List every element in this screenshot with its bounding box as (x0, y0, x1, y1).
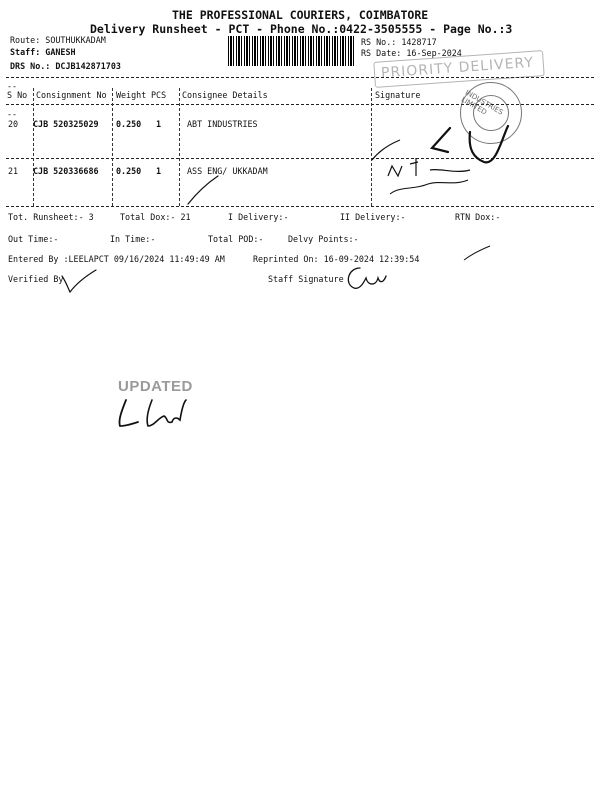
reprinted-on: Reprinted On: 16-09-2024 12:39:54 (253, 254, 420, 264)
leading-marks: -- (7, 109, 18, 119)
tick-mark-icon (184, 172, 224, 208)
ii-delivery: II Delivery:- (340, 212, 406, 222)
seal-text: INDUSTRIES LIMITED (459, 88, 505, 117)
row-weight: 0.250 (116, 119, 142, 129)
row-sno: 21 (8, 166, 19, 176)
staff-signature-label: Staff Signature (268, 274, 344, 284)
i-delivery: I Delivery:- (228, 212, 289, 222)
col-header-consignee: Consignee Details (182, 90, 268, 100)
col-divider (112, 88, 113, 206)
total-runsheet: Tot. Runsheet:- 3 (8, 212, 94, 222)
out-time: Out Time:- (8, 234, 59, 244)
header-divider-top (6, 77, 594, 78)
drs-number: DRS No.: DCJB142871703 (10, 61, 121, 71)
staff-signature (342, 264, 388, 292)
col-header-pcs: PCS (151, 90, 167, 100)
row-pcs: 1 (156, 166, 162, 176)
verified-by: Verified By (8, 274, 64, 284)
header-divider (6, 104, 594, 105)
barcode-icon (228, 36, 354, 66)
total-dox: Total Dox:- 21 (120, 212, 191, 222)
table-bottom-divider (6, 206, 594, 207)
leading-marks: -- (7, 81, 18, 91)
col-header-sno: S No (7, 90, 28, 100)
row-consignment: CJB 520325029 (33, 119, 99, 129)
row-pcs: 1 (156, 119, 162, 129)
rs-number: RS No.: 1428717 (361, 37, 437, 47)
pen-mark-icon (462, 244, 492, 262)
updated-stamp: UPDATED (118, 378, 193, 395)
route-label: Route: SOUTHUKKADAM (10, 35, 106, 45)
col-header-signature: Signature (375, 90, 421, 100)
col-divider (33, 88, 34, 206)
handwritten-signature (370, 110, 540, 202)
col-header-weight: Weight (116, 90, 147, 100)
total-pod: Total POD:- (208, 234, 264, 244)
row-weight: 0.250 (116, 166, 142, 176)
delivery-stamp-text: PRIORITY DELIVERY (380, 54, 535, 82)
handwritten-initials (112, 396, 192, 432)
runsheet-subtitle: Delivery Runsheet - PCT - Phone No.:0422-3505555 - Page No.:3 (90, 22, 513, 36)
row-consignment: CJB 520336686 (33, 166, 99, 176)
row-consignee: ABT INDUSTRIES (187, 119, 258, 129)
in-time: In Time:- (110, 234, 156, 244)
entered-by: Entered By :LEELAPCT 09/16/2024 11:49:49 AM (8, 254, 225, 264)
staff-label: Staff: GANESH (10, 47, 76, 57)
company-name: THE PROFESSIONAL COURIERS, COIMBATORE (172, 8, 429, 22)
row-sno: 20 (8, 119, 19, 129)
col-header-consignment: Consignment No (36, 90, 107, 100)
rs-date: RS Date: 16-Sep-2024 (361, 48, 462, 58)
col-divider (179, 88, 180, 206)
verified-signature (60, 268, 100, 294)
delvy-points: Delvy Points:- (288, 234, 359, 244)
rtn-dox: RTN Dox:- (455, 212, 501, 222)
row-consignee: ASS ENG/ UKKADAM (187, 166, 268, 176)
